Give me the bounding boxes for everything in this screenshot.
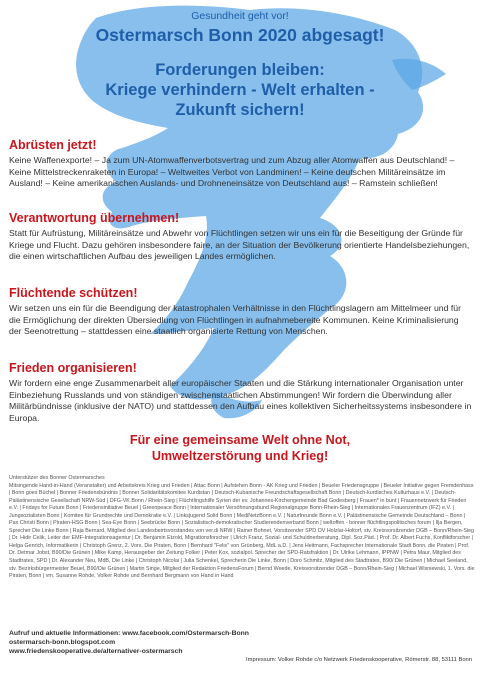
demands-block (0, 60, 480, 120)
section-title: Frieden organisieren! (9, 361, 137, 375)
supporters-list (9, 475, 475, 581)
imprint-text: Impressum: Volker Rohde c/o Netzwerk Friedenskooperative, Römerstr. 88, 53111 Bonn (246, 657, 472, 663)
section-title: Abrüsten jetzt! (9, 138, 97, 152)
section-title: Flüchtende schützen! (9, 286, 138, 300)
contact-block (9, 629, 309, 656)
facebook-link[interactable]: Aufruf und aktuelle Informationen: www.facebook.com/Ostermarsch-Bonn (9, 630, 249, 637)
section-text: Keine Waffenexporte! – Ja zum UN-Atomwaffenverbotsvertrag und zum Abzug aller Atomwaffen aus Deutschland! – Keine Mittelstreckenraketen in Europa! – Weltweites Verbot von Landminen! – Keine deutschen Militäreinsätze im Ausland! – Keine amerikanischen Auslands- und Drohneneinsätze von Deutschland aus! – Ramstein schließen! (9, 155, 455, 189)
demands-line-1: Forderungen bleiben: (155, 61, 325, 79)
demands-line-3: Zukunft sichern! (175, 101, 305, 119)
demands-line-2: Kriege verhindern - Welt erhalten - (105, 81, 375, 99)
slogan-line-2: Umweltzerstörung und Krieg! (151, 449, 329, 463)
website-link[interactable]: www.friedenskooperative.de/alternativer-ostermarsch (9, 648, 183, 655)
section-frieden (9, 361, 473, 424)
slogan-line-1: Für eine gemeinsame Welt ohne Not, (129, 433, 351, 447)
section-text: Wir fordern eine enge Zusammenarbeit aller europäischer Staaten und die Stärkung internationaler Organisation unter Einbeziehung Russlands und von ständigen zwischenstaatlichen Abstimmungen! Wir fordern die Überwindung aller Militärbündnisse (inklusive der NATO) und stattdessen den Aufbau eines kollektiven Sicherheitssystems insbesondere in Europa. (9, 378, 472, 423)
section-verantwortung (9, 211, 473, 263)
section-text: Statt für Aufrüstung, Militäreinsätze und Abwehr von Flüchtlingen setzen wir uns ein für die Beseitigung der Gründe für Kriege und Flucht. Dazu gehören insbesondere faire, an der Situation der Bevölkerung orientierte Handelsbeziehungen, die einen wirtschaftlichen Aufbau des jeweiligen Landes ermöglichen. (9, 228, 470, 262)
section-title: Verantwortung übernehmen! (9, 211, 180, 225)
closing-slogan (0, 432, 480, 464)
section-abruesten (9, 138, 473, 190)
section-fluechtende (9, 286, 473, 338)
section-text: Wir setzen uns ein für die Beendigung der katastrophalen Verhältnisse in den Flüchtlingslagern am Mittelmeer und für die Ermöglichung der direkten Übersiedlung von Flüchtlingen in aufnahmebereite Kommunen. Keine Kriminalisierung der Seenotrettung – stattdessen eine staatlich organisierte Rettung von Menschen. (9, 303, 461, 337)
supporters-heading: Unterstützer des Bonner Ostermarsches (9, 475, 105, 481)
page-title: Ostermarsch Bonn 2020 abgesagt! (95, 25, 385, 45)
kicker-text: Gesundheit geht vor! (191, 10, 289, 22)
blog-link[interactable]: ostermarsch-bonn.blogspot.com (9, 639, 116, 646)
supporters-text: Mitsingende Hand-in-Hand (Veranstalter) und Arbeitskreis Krieg und Frieden | Attac Bonn | Aufstehen Bonn - AK Krieg und Frieden | Beueler Friedensgruppe | Beueler Initiative gegen Fremdenhass | Bonn goes Büchel | Bonner Friedensbündnis | Bonner Solidaritätskomitee Kurdistan | Deutsch-Kubanische Freundschaftsgesellschaft Bonn | Deutsch-kurdisches Kulturhaus e.V. | Deutsch-Palästinensische Gesellschaft NRW-Süd | DFG-VK Bonn / Rhein-Sieg | Flüchtlingshilfe Syrien der ev. Johannes-Kirchengemeinde Bad Godesberg | Frauen* in bunt | Frauennetzwerk für Frieden e.V. | Fridays for Future Bonn | Friedensinitiative Beuel | Greenpeace Bonn | Internationaler Versöhnungsbund Regionalgruppe Bonn-Rhein-Sieg | Internationales Frauenzentrum (IFZ) e.V. | Jungsozialisten Bonn | Komitee für Grundrechte und Demokratie e.V. | Linksjugend Solid Bonn | MediNetzBonn e.V. | Naturfreunde Bonn e.V. | Palästinensische Gemeinde Deutschland – Bonn | Pax Christi Bonn | Piraten-HSG Bonn | Sea-Eye Bonn | Seebrücke Bonn | Sozialistisch-demokratischer Studierendenverband Bonn | weltoffen - bonner flüchtlingspolitisches forum | Ilja Bergen, Sprecher Die Linke Bonn | Raja Bernard, Mitglied des Landesbeirtsvorstandes von ver.di NRW | Rainer Bohnet, Vorsitzender SPD OV Holzlar-Holtorf, stv. Kreisvorsitzender DGB – Bonn/Rhein-Sieg | Dr. Hidir Celik, Leiter der EMF-Integrationsagentur | Dr. Benjamin Etzold, Migrationsforscher | Ulrich Franz, Sozial- und Schuldnerberatung, Dipl. Soz.Päd. | Prof. Dr. Albert Fuchs, Konfliktforscher | Helga Genrich, Informatikerin | Christoph Grenz, 2. Vors. Die Piraten, Bonn | Bernhard "Felix" von Grünberg, MdL a.D. | Jens Heitmann, Fachsprecher Internationale Stadt Bonn, die Piraten | Prof. Dr. Detmar Jobst, B90/Die Grünen | Mike Kamp, Herausgeber der Zeitung Folker | Peter Kox, sozialpol. Sprecher der SPD-Ratsfraktion | Dr. Ulrike Lehmann, IPPNW | Petra Maur, Mitglied des Stadtrates, SPD | Dr. Alexander Neu, MdB, Die Linke | Christoph Nicolai | Julia Schenkel, Sprecherin Die Linke, Bonn | Doro Schmitz, Mitglied des Stadtrates, B90/ Die Grünen | Michael Seeland, stv. Bezirksbürgermeister Beuel, B90/Die Grünen | Martin Singe, Mitglied der Redaktion FriedensForum | Bernd Weede, Kreisvorsitzender DGB – Bonn/Rhein-Sieg | Michael Wisniewski, 1. Vors. die Piraten, Bonn | vm. Susanne Rohde, Volker Rohde und Bernhard Bergmann von Hand in Hand (9, 482, 475, 580)
